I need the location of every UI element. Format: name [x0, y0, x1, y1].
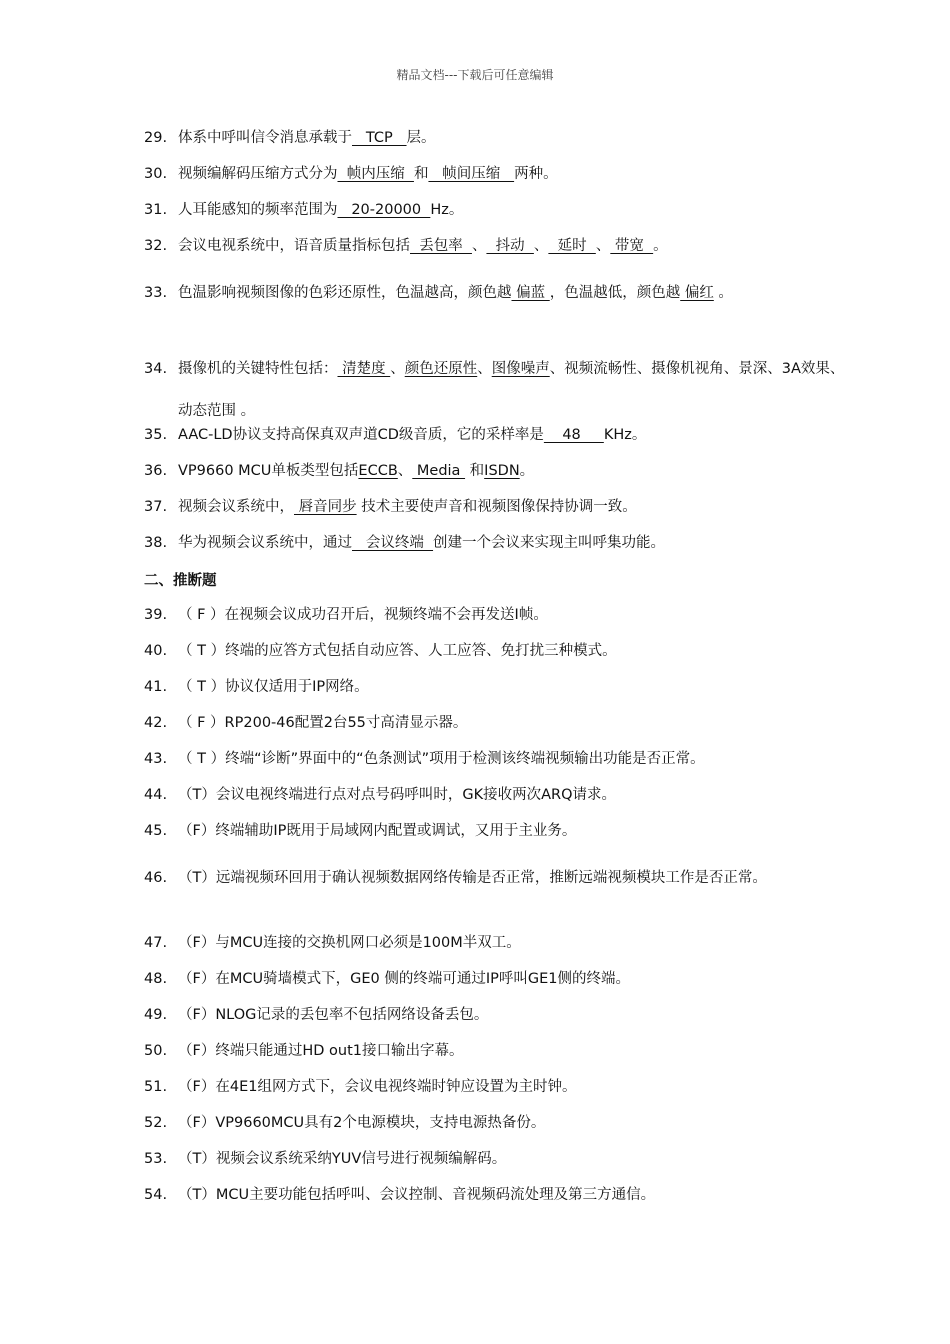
question-text: 、 — [595, 238, 611, 254]
fill-blank-item — [144, 497, 824, 517]
answer-blank: 丢包率 — [410, 238, 472, 254]
item-number: 37. — [144, 499, 168, 515]
item-number: 50. — [144, 1043, 168, 1059]
item-number: 36. — [144, 463, 168, 479]
item-number: 54. — [144, 1187, 168, 1203]
item-number: 30. — [144, 166, 168, 182]
question-text: 华为视频会议系统中，通过 — [178, 535, 352, 551]
true-false-item — [144, 933, 824, 953]
fill-blank-item — [144, 533, 824, 553]
question-text: （T）远端视频环回用于确认视频数据网络传输是否正常，推断远端视频模块工作是否正常。 — [178, 870, 767, 886]
true-false-item — [144, 1185, 824, 1205]
true-false-item — [144, 1113, 824, 1133]
fill-blank-item — [144, 164, 824, 184]
question-text: KHz。 — [603, 427, 647, 443]
fill-blank-item — [144, 272, 858, 314]
question-text: （ T ）终端“诊断”界面中的“色条测试”项用于检测该终端视频输出功能是否正常。 — [178, 751, 705, 767]
true-false-item — [144, 677, 824, 697]
question-text: 层。 — [406, 130, 436, 146]
question-text: AAC-LD协议支持高保真双声道CD级音质，它的采样率是 — [178, 427, 544, 443]
question-text: 和 — [413, 166, 429, 182]
fill-blank-item — [144, 236, 824, 256]
item-number: 51. — [144, 1079, 168, 1095]
answer-blank: 帧内压缩 — [337, 166, 414, 182]
answer-blank: ISDN — [484, 463, 520, 479]
true-false-item — [144, 857, 858, 899]
answer-blank: 偏红 — [680, 285, 714, 301]
answer-blank: 偏蓝 — [511, 285, 550, 301]
item-number: 45. — [144, 823, 168, 839]
section-title: 二、推断题 — [144, 573, 217, 589]
fill-blank-item — [144, 128, 824, 148]
question-text: 视频编解码压缩方式分为 — [178, 166, 338, 182]
question-text: 。 — [713, 285, 733, 301]
answer-blank: Media — [412, 463, 466, 479]
question-text: 、 — [471, 238, 487, 254]
true-false-item — [144, 1005, 824, 1025]
true-false-item — [144, 713, 824, 733]
item-number: 39. — [144, 607, 168, 623]
question-text: （F）终端辅助IP既用于局域网内配置或调试，又用于主业务。 — [178, 823, 577, 839]
question-text: 、 — [397, 463, 413, 479]
fill-blank-item — [144, 200, 824, 220]
question-text: 人耳能感知的频率范围为 — [178, 202, 338, 218]
answer-blank: 会议终端 — [352, 535, 434, 551]
true-false-item — [144, 1077, 824, 1097]
item-number: 29. — [144, 130, 168, 146]
item-number: 49. — [144, 1007, 168, 1023]
question-text: 、 — [533, 238, 549, 254]
question-text: 色温影响视频图像的色彩还原性，色温越高，颜色越 — [178, 285, 512, 301]
question-text: （ F ）RP200-46配置2台55寸高清显示器。 — [178, 715, 468, 731]
answer-blank: 唇音同步 — [294, 499, 357, 515]
page-header: 精品文档---下载后可任意编辑 — [396, 68, 554, 82]
question-text: 和 — [465, 463, 485, 479]
answer-blank: ECCB — [358, 463, 398, 479]
item-number: 46. — [144, 870, 168, 886]
true-false-item — [144, 605, 824, 625]
true-false-item — [144, 785, 824, 805]
item-number: 33. — [144, 285, 168, 301]
true-false-item — [144, 1041, 824, 1061]
item-number: 32. — [144, 238, 168, 254]
answer-blank: 图像噪声 — [491, 361, 550, 377]
item-number: 31. — [144, 202, 168, 218]
question-text: 两种。 — [514, 166, 558, 182]
question-text: （F）NLOG记录的丢包率不包括网络设备丢包。 — [178, 1007, 489, 1023]
answer-blank: TCP — [352, 130, 407, 146]
question-text: 体系中呼叫信令消息承载于 — [178, 130, 352, 146]
question-text: VP9660 MCU单板类型包括 — [178, 463, 359, 479]
question-text: （F）终端只能通过HD out1接口输出字幕。 — [178, 1043, 464, 1059]
answer-blank: 清楚度 — [337, 361, 391, 377]
question-text: （ T ）终端的应答方式包括自动应答、人工应答、免打扰三种模式。 — [178, 643, 617, 659]
answer-blank: 带宽 — [610, 238, 654, 254]
question-text: 技术主要使声音和视频图像保持协调一致。 — [356, 499, 637, 515]
true-false-item — [144, 969, 824, 989]
item-number: 52. — [144, 1115, 168, 1131]
question-text: Hz。 — [430, 202, 464, 218]
true-false-item — [144, 821, 824, 841]
question-text: 。 — [519, 463, 535, 479]
answer-blank: 20-20000 — [337, 202, 431, 218]
fill-blank-item — [144, 461, 824, 481]
question-text: ，色温越低，颜色越 — [549, 285, 681, 301]
question-text: （F）在MCU骑墙模式下，GE0 侧的终端可通过IP呼叫GE1侧的终端。 — [178, 971, 630, 987]
question-text: （T）视频会议系统采纳YUV信号进行视频编解码。 — [178, 1151, 507, 1167]
true-false-item — [144, 641, 824, 661]
question-text: （T）会议电视终端进行点对点号码呼叫时，GK接收两次ARQ请求。 — [178, 787, 617, 803]
true-false-item — [144, 749, 824, 769]
question-text: 视频会议系统中， — [178, 499, 294, 515]
item-number: 44. — [144, 787, 168, 803]
question-text: 、 — [477, 361, 492, 377]
answer-blank: 抖动 — [486, 238, 534, 254]
question-text: （T）MCU主要功能包括呼叫、会议控制、音视频码流处理及第三方通信。 — [178, 1187, 656, 1203]
question-text: （ T ）协议仅适用于IP网络。 — [178, 679, 369, 695]
item-number: 53. — [144, 1151, 168, 1167]
question-text: 。 — [653, 238, 668, 254]
answer-blank: 48 — [543, 427, 604, 443]
item-number: 40. — [144, 643, 168, 659]
answer-blank: 颜色还原性 — [404, 361, 478, 377]
item-number: 35. — [144, 427, 168, 443]
answer-blank: 帧间压缩 — [428, 166, 515, 182]
question-text: （F）VP9660MCU具有2个电源模块，支持电源热备份。 — [178, 1115, 546, 1131]
item-number: 48. — [144, 971, 168, 987]
fill-blank-item — [144, 425, 824, 445]
fill-blank-item — [144, 348, 858, 432]
item-number: 42. — [144, 715, 168, 731]
true-false-item — [144, 1149, 824, 1169]
item-number: 43. — [144, 751, 168, 767]
question-text: 创建一个会议来实现主叫呼集功能。 — [433, 535, 666, 551]
question-text: （F）与MCU连接的交换机网口必须是100M半双工。 — [178, 935, 521, 951]
question-text: （ F ）在视频会议成功召开后，视频终端不会再发送I帧。 — [178, 607, 548, 623]
answer-blank: 延时 — [548, 238, 596, 254]
question-text: 会议电视系统中，语音质量指标包括 — [178, 238, 410, 254]
item-number: 38. — [144, 535, 168, 551]
item-number: 41. — [144, 679, 168, 695]
item-number: 34. — [144, 361, 168, 377]
question-text: 、 — [390, 361, 405, 377]
question-text: （F）在4E1组网方式下，会议电视终端时钟应设置为主时钟。 — [178, 1079, 577, 1095]
item-number: 47. — [144, 935, 168, 951]
question-text: 摄像机的关键特性包括： — [178, 361, 338, 377]
question-text: 、视频流畅性、摄像机视角、景深、3A效果、动态范围 。 — [178, 361, 845, 419]
